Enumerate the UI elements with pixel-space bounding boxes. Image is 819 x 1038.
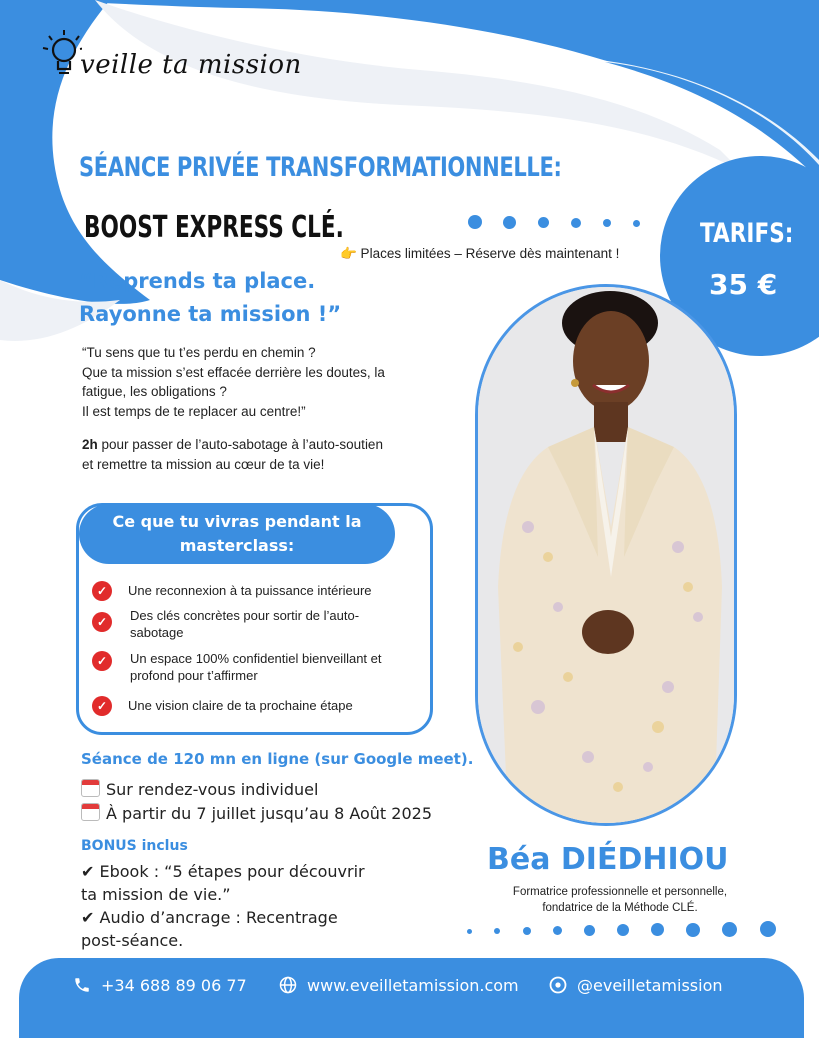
calendar-icon xyxy=(81,779,100,797)
masterclass-heading-line-2: masterclass: xyxy=(179,536,295,555)
pricing-label: TARIFS: xyxy=(700,218,794,249)
lightbulb-icon xyxy=(38,28,82,84)
trainer-role-line-1: Formatrice professionnelle et personnelle, xyxy=(512,886,728,898)
bonus-ebook xyxy=(81,860,365,906)
instagram-icon xyxy=(549,976,567,994)
dates-text: À partir du 7 juillet jusqu’au 8 Août 2025 xyxy=(106,804,432,823)
bonus-ebook-line-2: ta mission de vie.” xyxy=(81,885,231,904)
appointment-text: Sur rendez-vous individuel xyxy=(106,780,319,799)
intro-line: “Tu sens que tu t’es perdu en chemin ? xyxy=(82,345,316,360)
intro-line: Que ta mission s’est effacée derrière les doutes, la xyxy=(82,364,385,380)
masterclass-heading-line-1: Ce que tu vivras pendant la xyxy=(112,512,362,531)
footer-website[interactable] xyxy=(279,976,519,995)
page-title: SÉANCE PRIVÉE TRANSFORMATIONNELLE: xyxy=(79,152,562,183)
masterclass-heading xyxy=(79,504,395,564)
trainer-role-line-2: fondatrice de la Méthode CLÉ. xyxy=(542,902,698,914)
bonus-title: BONUS inclus xyxy=(81,838,188,854)
appointment-line xyxy=(81,779,481,799)
bonus-audio-line-1: ✔ Audio d’ancrage : Recentrage xyxy=(81,908,338,927)
social-text: @eveilletamission xyxy=(577,976,723,995)
session-format: Séance de 120 mn en ligne (sur Google meet). xyxy=(81,750,474,768)
trainer-photo xyxy=(475,284,737,826)
duration-text: pour passer de l’auto-sabotage à l’auto-soutien xyxy=(97,437,383,452)
tagline-quote xyxy=(79,265,341,331)
duration-bold: 2h xyxy=(82,437,98,452)
pricing-value: 35 € xyxy=(709,268,778,301)
bonus-audio xyxy=(81,906,338,952)
list-item-text: Une reconnexion à ta puissance intérieure xyxy=(128,583,372,598)
intro-line: Il est temps de te replacer au centre!” xyxy=(82,403,306,419)
footer-bar xyxy=(19,958,804,1038)
phone-text: +34 688 89 06 77 xyxy=(101,976,247,995)
list-item-text-2: profond pour t’affirmer xyxy=(130,668,258,683)
brand-logo xyxy=(38,28,308,88)
intro-paragraph xyxy=(82,343,442,421)
duration-line-2: et remettre ta mission au cœur de ta vie! xyxy=(82,456,325,472)
list-item-text: Un espace 100% confidentiel bienveillant et xyxy=(130,651,382,666)
list-item xyxy=(92,696,422,718)
tagline-line-1: “Reprends ta place. xyxy=(79,269,316,293)
list-item-text: Une vision claire de ta prochaine étape xyxy=(128,698,353,713)
bonus-ebook-line-1: ✔ Ebook : “5 étapes pour découvrir xyxy=(81,862,365,881)
dates-line xyxy=(81,803,481,823)
footer-phone[interactable] xyxy=(73,976,247,995)
logo-text: veille ta mission xyxy=(80,50,302,80)
list-item xyxy=(92,649,422,689)
duration-paragraph xyxy=(82,435,452,474)
check-circle-icon: ✓ xyxy=(92,696,112,716)
website-text: www.eveilletamission.com xyxy=(307,976,519,995)
tagline-line-2: Rayonne ta mission !” xyxy=(79,302,342,326)
phone-icon xyxy=(73,976,91,994)
list-item xyxy=(92,581,422,603)
list-item-text-2: sabotage xyxy=(130,625,184,640)
trainer-role xyxy=(480,884,760,916)
check-circle-icon: ✓ xyxy=(92,581,112,601)
list-item xyxy=(92,606,422,646)
footer-social[interactable] xyxy=(549,976,723,995)
trainer-name: Béa DIÉDHIOU xyxy=(487,842,729,877)
check-circle-icon: ✓ xyxy=(92,612,112,632)
check-circle-icon: ✓ xyxy=(92,651,112,671)
calendar-icon xyxy=(81,803,100,821)
places-limited-text: 👉 Places limitées – Réserve dès maintenant ! xyxy=(340,246,620,261)
page-subtitle: BOOST EXPRESS CLÉ. xyxy=(84,210,344,245)
bonus-audio-line-2: post-séance. xyxy=(81,931,184,950)
intro-line: fatigue, les obligations ? xyxy=(82,384,227,399)
list-item-text: Des clés concrètes pour sortir de l’auto- xyxy=(130,608,360,623)
globe-icon xyxy=(279,976,297,994)
